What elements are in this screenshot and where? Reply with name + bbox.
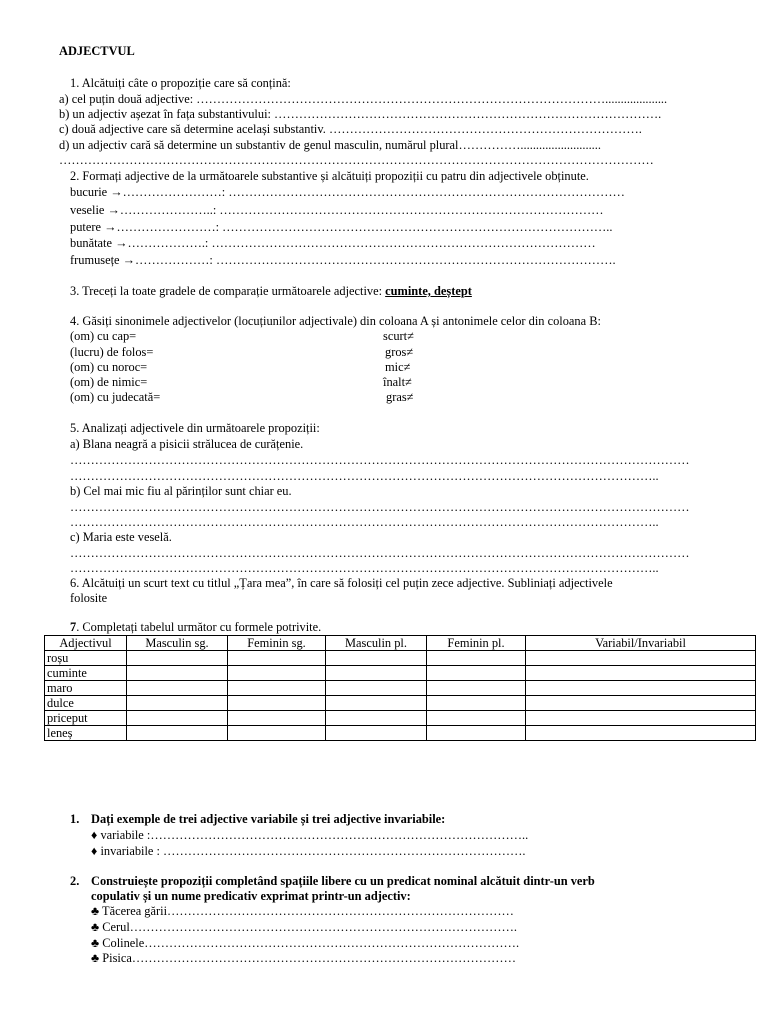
ex7-number: 7 xyxy=(70,620,77,634)
ex5-c: c) Maria este veselă. xyxy=(70,530,172,544)
ex3-words: cuminte, deștept xyxy=(385,284,472,298)
list-item-text: Cerul…………………………………………………………………………………. xyxy=(102,920,517,934)
ex4-prompt: 4. Găsiți sinonimele adjectivelor (locuțiunilor adjectivale) din coloana A și antonimele celor din coloana B: xyxy=(70,314,601,328)
table-cell[interactable] xyxy=(427,681,526,696)
table-cell[interactable] xyxy=(427,696,526,711)
ex1-a: a) cel puțin două adjective: ……………………………………………………………………………………….................... xyxy=(59,92,668,106)
table-header: Feminin sg. xyxy=(228,636,326,651)
arrow-icon: → xyxy=(104,220,117,234)
table-header: Adjectivul xyxy=(45,636,127,651)
table-cell[interactable] xyxy=(526,681,756,696)
ex1-c: c) două adjective care să determine același substantiv. …………………………………………………………………. xyxy=(59,122,642,136)
table-cell[interactable] xyxy=(427,711,526,726)
ex4-col-a-item: (om) cu judecată= xyxy=(70,390,161,404)
table-header: Feminin pl. xyxy=(427,636,526,651)
ex1-b: b) un adjectiv așezat în fața substantivului: …………………………………………………………………………………. xyxy=(59,107,662,121)
ex5-b: b) Cel mai mic fiu al părinților sunt chiar eu. xyxy=(70,484,292,498)
ex2-dots: …………………………………………………………………………………… xyxy=(228,185,625,199)
ex4-col-a-item: (om) de nimic= xyxy=(70,375,148,389)
table-cell-adjective: leneș xyxy=(45,726,127,741)
table-cell[interactable] xyxy=(228,726,326,741)
list-title: Construiește propoziții completând spațiile libere cu un predicat nominal alcătuit dintr-un verb xyxy=(91,874,595,888)
list-item xyxy=(91,903,514,919)
club-bullet-icon: ♣ xyxy=(91,936,100,950)
list-number: 2. xyxy=(70,874,80,888)
worksheet-title: ADJECTVUL xyxy=(59,44,135,58)
table-cell[interactable] xyxy=(127,726,228,741)
ex4-col-b-item: gras≠ xyxy=(386,390,414,404)
table-header: Variabil/Invariabil xyxy=(526,636,756,651)
ex2-word: bunătate xyxy=(70,236,112,250)
ex7-prompt xyxy=(70,619,321,635)
ex2-row xyxy=(70,184,625,200)
ex2-dots: ………………………………………………………………………………….. xyxy=(222,220,613,234)
list-item-text: variabile :……………………………………………………………………………….. xyxy=(100,828,529,842)
table-cell[interactable] xyxy=(127,711,228,726)
ex2-blank: ……………….: xyxy=(127,236,209,250)
ex5-dots: …………………………………………………………………………………………………………………………….. xyxy=(70,515,659,529)
ex7-prompt-text: . Completați tabelul următor cu formele potrivite. xyxy=(76,620,322,634)
ex4-col-b-item: gros≠ xyxy=(385,345,414,359)
table-cell-adjective: cuminte xyxy=(45,666,127,681)
ex2-word: frumusețe xyxy=(70,253,120,267)
list-item xyxy=(91,919,517,935)
table-cell[interactable] xyxy=(326,681,427,696)
ex2-blank: ……………………: xyxy=(122,185,226,199)
ex3-prompt: 3. Treceți la toate gradele de comparație următoarele adjective: xyxy=(70,284,386,298)
adjective-table xyxy=(44,635,756,741)
table-cell[interactable] xyxy=(427,726,526,741)
list-item-text: Pisica………………………………………………………………………………… xyxy=(102,951,516,965)
ex5-dots: …………………………………………………………………………………………………………………………….. xyxy=(70,469,659,483)
list-item xyxy=(91,950,516,966)
ex6-line2: folosite xyxy=(70,591,108,605)
club-bullet-icon: ♣ xyxy=(91,951,100,965)
table-cell[interactable] xyxy=(127,681,228,696)
diamond-bullet-icon: ♦ xyxy=(91,828,98,842)
ex5-prompt: 5. Analizați adjectivele din următoarele propoziții: xyxy=(70,421,320,435)
table-cell[interactable] xyxy=(326,726,427,741)
ex4-col-b-item: mic≠ xyxy=(385,360,411,374)
table-cell[interactable] xyxy=(127,651,228,666)
table-cell[interactable] xyxy=(326,696,427,711)
ex2-row xyxy=(70,235,596,251)
table-row xyxy=(45,711,756,726)
table-cell[interactable] xyxy=(427,666,526,681)
table-cell[interactable] xyxy=(526,711,756,726)
ex4-col-a-item: (om) cu cap= xyxy=(70,329,137,343)
table-cell[interactable] xyxy=(326,711,427,726)
table-cell-adjective: roșu xyxy=(45,651,127,666)
ex2-word: putere xyxy=(70,220,101,234)
table-cell[interactable] xyxy=(526,666,756,681)
ex2-word: veselie xyxy=(70,203,105,217)
ex2-dots: ……………………………………………………………………………………. xyxy=(215,253,616,267)
ex1-dots: ……………………………………………………………………………………………………………………………… xyxy=(59,153,654,167)
list-item-text: invariabile : ……………………………………………………………………………. xyxy=(100,844,526,858)
list-item xyxy=(91,827,528,843)
ex2-blank: …………………..: xyxy=(119,203,217,217)
table-cell[interactable] xyxy=(228,711,326,726)
table-cell[interactable] xyxy=(326,651,427,666)
ex5-dots: …………………………………………………………………………………………………………………………………… xyxy=(70,453,690,467)
list-item xyxy=(91,935,519,951)
ex2-row xyxy=(70,219,612,235)
table-row xyxy=(45,681,756,696)
list-number: 1. xyxy=(70,812,80,826)
arrow-icon: → xyxy=(122,253,136,267)
table-cell[interactable] xyxy=(228,666,326,681)
table-cell[interactable] xyxy=(427,651,526,666)
ex2-blank: ……………………: xyxy=(116,220,220,234)
table-header: Masculin pl. xyxy=(326,636,427,651)
ex2-row xyxy=(70,202,604,218)
ex2-word: bucurie xyxy=(70,185,108,199)
table-cell[interactable] xyxy=(228,681,326,696)
club-bullet-icon: ♣ xyxy=(91,920,100,934)
ex2-dots: ………………………………………………………………………………… xyxy=(211,236,596,250)
table-header-row xyxy=(45,636,756,651)
table-cell[interactable] xyxy=(127,666,228,681)
table-cell-adjective: priceput xyxy=(45,711,127,726)
table-row xyxy=(45,726,756,741)
table-cell-adjective: dulce xyxy=(45,696,127,711)
arrow-icon: → xyxy=(110,185,123,199)
ex1-prompt: 1. Alcătuiți câte o propoziție care să conțină: xyxy=(70,76,291,90)
table-header: Masculin sg. xyxy=(127,636,228,651)
ex2-blank: ………………: xyxy=(135,253,213,267)
ex5-dots: …………………………………………………………………………………………………………………………….. xyxy=(70,561,659,575)
table-cell[interactable] xyxy=(526,696,756,711)
list-item-text: Tăcerea gării………………………………………………………………………… xyxy=(102,904,514,918)
club-bullet-icon: ♣ xyxy=(91,904,100,918)
table-cell[interactable] xyxy=(127,696,228,711)
ex2-prompt: 2. Formați adjective de la următoarele substantive și alcătuiți propoziții cu patru din adjectivele obținute. xyxy=(70,169,589,183)
list-item-text: Colinele………………………………………………………………………………. xyxy=(102,936,520,950)
list-title: Dați exemple de trei adjective variabile și trei adjective invariabile: xyxy=(91,812,446,826)
ex4-col-a-item: (om) cu noroc= xyxy=(70,360,148,374)
ex1-d: d) un adjectiv cară să determine un substantiv de genul masculin, numărul plural…………….......................... xyxy=(59,138,601,152)
diamond-bullet-icon: ♦ xyxy=(91,844,98,858)
ex5-dots: …………………………………………………………………………………………………………………………………… xyxy=(70,500,690,514)
ex4-col-a-item: (lucru) de folos= xyxy=(70,345,154,359)
table-row xyxy=(45,666,756,681)
table-cell[interactable] xyxy=(526,726,756,741)
ex2-dots: ………………………………………………………………………………… xyxy=(219,203,604,217)
ex6-line1: 6. Alcătuiți un scurt text cu titlul „Țara mea”, în care să folosiți cel puțin zece adjective. Subliniați adjectivele xyxy=(70,576,613,590)
table-cell-adjective: maro xyxy=(45,681,127,696)
table-cell[interactable] xyxy=(228,651,326,666)
ex4-col-b-item: scurt≠ xyxy=(383,329,414,343)
table-row xyxy=(45,696,756,711)
table-cell[interactable] xyxy=(526,651,756,666)
ex2-row xyxy=(70,252,616,268)
ex5-a: a) Blana neagră a pisicii strălucea de curățenie. xyxy=(70,437,304,451)
list-item xyxy=(91,843,525,859)
table-row xyxy=(45,651,756,666)
list-title-cont: copulativ și un nume predicativ exprimat printr-un adjectiv: xyxy=(91,889,411,903)
ex5-dots: …………………………………………………………………………………………………………………………………… xyxy=(70,546,690,560)
ex3 xyxy=(70,283,472,299)
table-cell[interactable] xyxy=(326,666,427,681)
table-cell[interactable] xyxy=(228,696,326,711)
arrow-icon: → xyxy=(107,203,120,217)
ex4-col-b-item: înalt≠ xyxy=(383,375,412,389)
arrow-icon: → xyxy=(115,236,128,250)
